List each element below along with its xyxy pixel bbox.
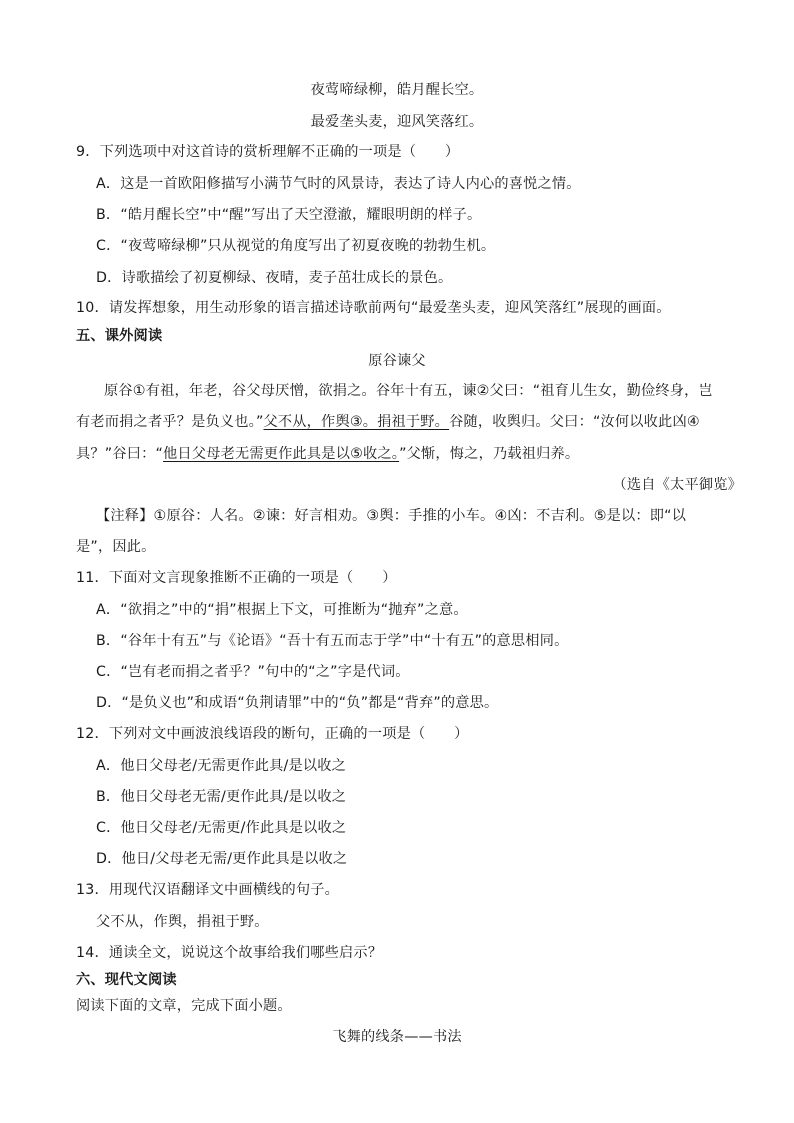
question-12-option-c: C．他日父母老/无需更/作此具是以收之 bbox=[96, 820, 347, 836]
passage-paragraph-line-3 bbox=[76, 444, 579, 464]
wavy-underlined-segment: 他日父母老无需更作此具是以⑤收之。 bbox=[163, 446, 400, 462]
section-6-heading: 六、现代文阅读 bbox=[76, 972, 177, 988]
question-12-option-b: B．他日父母老无需/更作此具/是以收之 bbox=[96, 789, 347, 805]
annotation-line-1: 【注释】①原谷：人名。②谏：好言相劝。③舆：手推的小车。④凶：不吉利。⑤是以：即“以 bbox=[96, 508, 687, 524]
passage-paragraph-line-1: 原谷①有祖，年老，谷父母厌憎，欲捐之。谷年十有五，谏②父曰：“祖育儿生女，勤俭终身，岂 bbox=[104, 383, 713, 399]
passage-text: 有老而捐之者乎？是负义也。” bbox=[76, 414, 264, 430]
question-9-stem: 9．下列选项中对这首诗的赏析理解不正确的一项是（ ） bbox=[76, 144, 460, 160]
section-6-intro: 阅读下面的文章，完成下面小题。 bbox=[76, 998, 292, 1014]
question-9-option-d: D．诗歌描绘了初夏柳绿、夜晴，麦子茁壮成长的景色。 bbox=[96, 270, 453, 286]
poem-line-1: 夜莺啼绿柳，皓月醒长空。 bbox=[310, 82, 484, 98]
question-12-option-a: A．他日父母老/无需更作此具/是以收之 bbox=[96, 758, 347, 774]
poem-line-2: 最爱垄头麦，迎风笑落红。 bbox=[310, 114, 484, 130]
annotation-line-2: 是”，因此。 bbox=[76, 539, 156, 555]
question-9-option-c: C．“夜莺啼绿柳”只从视觉的角度写出了初夏夜晚的勃勃生机。 bbox=[96, 238, 496, 254]
passage-title: 原谷谏父 bbox=[368, 353, 426, 369]
passage-paragraph-line-2 bbox=[76, 412, 700, 432]
question-13-sentence: 父不从，作舆，捐祖于野。 bbox=[96, 914, 269, 930]
passage-text: ”父惭，悔之，乃载祖归养。 bbox=[399, 446, 580, 462]
question-9-option-a: A．这是一首欧阳修描写小满节气时的风景诗，表达了诗人内心的喜悦之情。 bbox=[96, 176, 581, 192]
question-11-option-d: D．“是负义也”和成语“负荆请罪”中的“负”都是“背弃”的意思。 bbox=[96, 695, 499, 711]
question-9-option-b: B．“皓月醒长空”中“醒”写出了天空澄澈，耀眼明朗的样子。 bbox=[96, 207, 482, 223]
question-12-option-d: D．他日/父母老无需/更作此具是以收之 bbox=[96, 851, 348, 867]
question-11-option-c: C．“岂有老而捐之者乎？”句中的“之”字是代词。 bbox=[96, 664, 410, 680]
question-11-stem: 11．下面对文言现象推断不正确的一项是（ ） bbox=[76, 570, 397, 586]
section-5-heading: 五、课外阅读 bbox=[76, 328, 163, 344]
article-title: 飞舞的线条——书法 bbox=[332, 1029, 462, 1045]
underlined-sentence: 父不从，作舆③。捐祖于野。 bbox=[263, 414, 450, 430]
question-14-stem: 14．通读全文，说说这个故事给我们哪些启示？ bbox=[76, 945, 383, 961]
passage-text: 谷随，收舆归。父曰：“汝何以收此凶④ bbox=[449, 414, 700, 430]
question-11-option-a: A．“欲捐之”中的“捐”根据上下文，可推断为“抛弃”之意。 bbox=[96, 602, 468, 618]
question-10-stem: 10．请发挥想象，用生动形象的语言描述诗歌前两句“最爱垄头麦，迎风笑落红”展现的画面。 bbox=[76, 300, 671, 316]
question-11-option-b: B．“谷年十有五”与《论语》“吾十有五而志于学”中“十有五”的意思相同。 bbox=[96, 633, 569, 649]
question-13-stem: 13．用现代汉语翻译文中画横线的句子。 bbox=[76, 882, 340, 898]
passage-text: 具？”谷曰：“ bbox=[76, 446, 164, 462]
question-12-stem: 12．下列对文中画波浪线语段的断句，正确的一项是（ ） bbox=[76, 726, 469, 742]
passage-source: （选自《太平御览》 bbox=[612, 477, 742, 493]
